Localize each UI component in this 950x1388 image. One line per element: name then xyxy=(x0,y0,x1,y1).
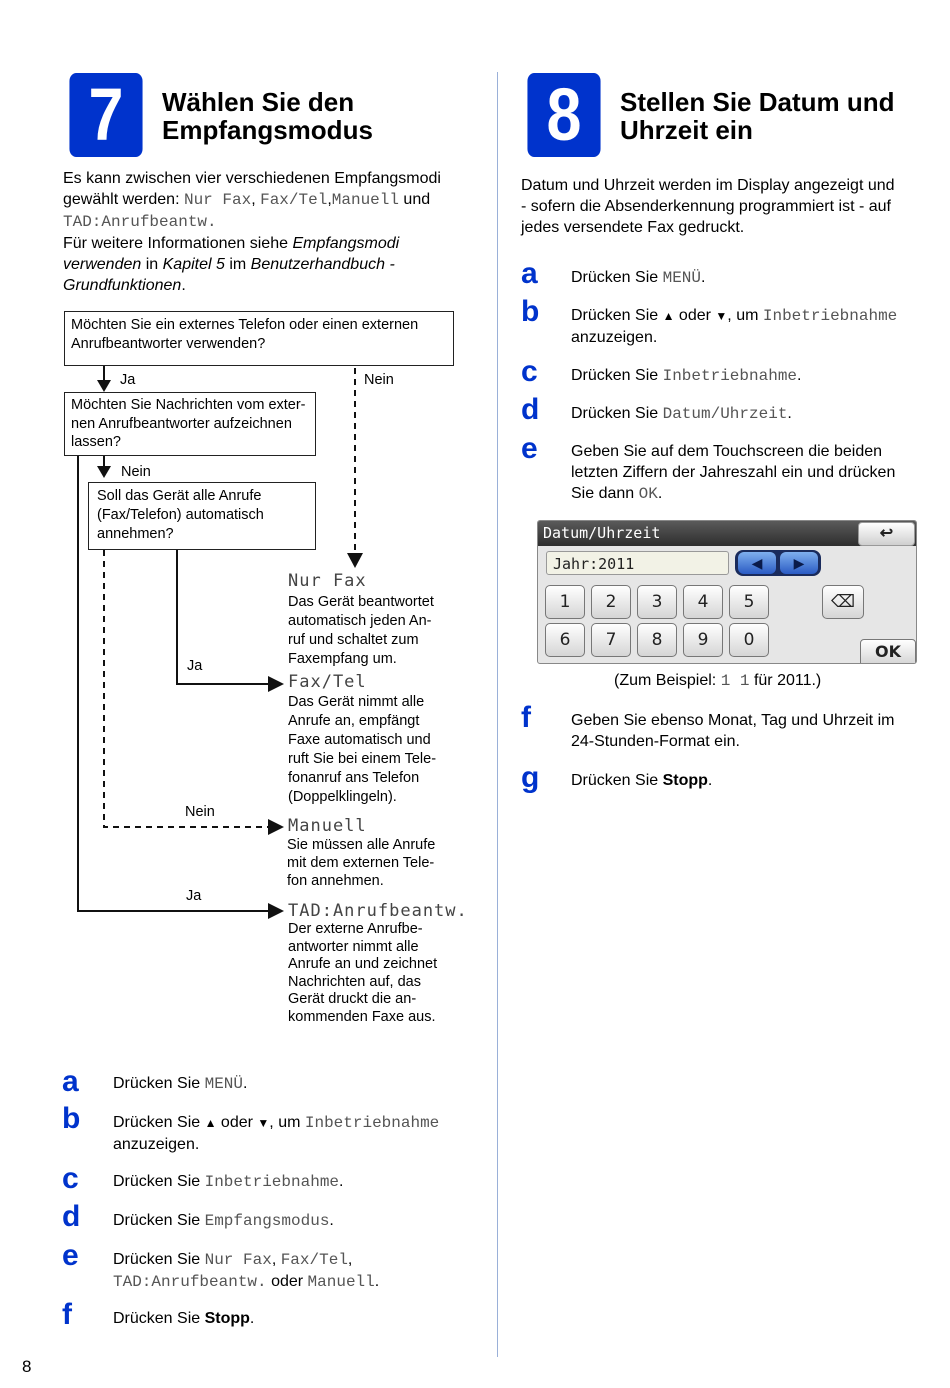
step-letter: e xyxy=(62,1239,79,1272)
step-text: Drücken Sie Inbetriebnahme. xyxy=(571,367,802,385)
label-nein: Nein xyxy=(185,804,215,820)
label-ja: Ja xyxy=(186,888,202,904)
left-arrow-icon: ◀ xyxy=(751,555,763,571)
section-8-title xyxy=(620,88,895,144)
step-text: Drücken Sie Empfangsmodus. xyxy=(113,1212,334,1230)
key-7[interactable]: 7 xyxy=(591,623,631,657)
step-letter: d xyxy=(521,393,540,426)
step-letter: g xyxy=(521,761,540,794)
step-text: Drücken Sie Nur Fax, Fax/Tel, TAD:Anrufbeantw. oder Manuell. xyxy=(113,1251,380,1291)
intro-line: Es kann zwischen vier verschiedenen Empfangsmodi xyxy=(63,170,441,187)
step-letter: f xyxy=(521,701,531,734)
key-1[interactable]: 1 xyxy=(545,585,585,619)
key-2[interactable]: 2 xyxy=(591,585,631,619)
right-arrow-button[interactable] xyxy=(780,552,818,574)
screen-caption: (Zum Beispiel: 1 1 für 2011.) xyxy=(614,672,822,690)
step-letter: b xyxy=(62,1102,81,1135)
ok-button[interactable]: OK xyxy=(860,639,916,664)
key-5[interactable]: 5 xyxy=(729,585,769,619)
column-divider xyxy=(497,72,498,1357)
intro-line: Datum und Uhrzeit werden im Display angezeigt und xyxy=(521,177,895,194)
step-letter: b xyxy=(521,295,540,328)
down-arrow-icon: ▼ xyxy=(257,1116,270,1130)
title-line: Uhrzeit ein xyxy=(620,115,753,145)
label-nein: Nein xyxy=(364,372,394,388)
question-box-1: Möchten Sie ein externes Telefon oder einen externen Anrufbeantworter verwenden? xyxy=(64,311,454,366)
screen-title: Datum/Uhrzeit xyxy=(543,524,661,542)
step-text: Geben Sie ebenso Monat, Tag und Uhrzeit im 24-Stunden-Format ein. xyxy=(571,712,895,750)
section-8-intro xyxy=(521,175,941,238)
title-line: Empfangsmodus xyxy=(162,115,373,145)
backspace-icon: ⌫ xyxy=(830,592,856,612)
intro-line: - sofern die Absenderkennung programmiert ist - auf xyxy=(521,198,891,215)
step-letter: a xyxy=(62,1065,79,1098)
step-text: Drücken Sie Inbetriebnahme. xyxy=(113,1173,344,1191)
touchscreen-illustration xyxy=(537,520,917,664)
result-tad-title: TAD:Anrufbeantw. xyxy=(288,901,468,921)
question-box-3: Soll das Gerät alle Anrufe (Fax/Telefon) automatisch annehmen? xyxy=(88,482,316,550)
backspace-button[interactable] xyxy=(822,585,864,619)
step-text: Drücken Sie Stopp. xyxy=(113,1310,255,1327)
result-manuell-text: Sie müssen alle Anrufe mit dem externen Tele-fon annehmen. xyxy=(287,837,436,889)
intro-line: jedes versendete Fax gedruckt. xyxy=(521,219,745,236)
label-ja: Ja xyxy=(120,372,136,388)
result-nur-fax-title: Nur Fax xyxy=(288,571,367,591)
key-4[interactable]: 4 xyxy=(683,585,723,619)
key-6[interactable]: 6 xyxy=(545,623,585,657)
step-text: Geben Sie auf dem Touchscreen die beiden letzten Ziffern der Jahreszahl ein und drücken Sie dann OK. xyxy=(571,443,896,503)
step-letter: c xyxy=(521,355,538,388)
step-text: Drücken Sie MENÜ. xyxy=(571,269,706,287)
title-line: Wählen Sie den xyxy=(162,87,355,117)
intro-line: gewählt werden: Nur Fax, Fax/Tel,Manuell und xyxy=(63,191,431,209)
step-letter: f xyxy=(62,1298,72,1331)
step-text: Drücken Sie ▲ oder ▼, um Inbetriebnahme anzuzeigen. xyxy=(113,1114,440,1153)
left-arrow-button[interactable] xyxy=(738,552,776,574)
intro-line: Grundfunktionen. xyxy=(63,277,186,294)
step-text: Drücken Sie MENÜ. xyxy=(113,1075,248,1093)
up-arrow-icon: ▲ xyxy=(662,309,675,323)
result-fax-tel-title: Fax/Tel xyxy=(288,672,367,692)
step-letter: c xyxy=(62,1162,79,1195)
year-field[interactable]: Jahr:2011 xyxy=(546,551,729,575)
result-tad-text: Der externe Anrufbe-antworter nimmt alle Anrufe an und zeichnet Nachrichten auf, das Gerät druckt die an-kommenden Faxe aus. xyxy=(288,921,438,1025)
label-ja: Ja xyxy=(187,658,203,674)
step-7-badge: 7 xyxy=(69,73,142,157)
title-line: Stellen Sie Datum und xyxy=(620,87,895,117)
step-letter: d xyxy=(62,1200,81,1233)
intro-line: Für weitere Informationen siehe Empfangsmodi xyxy=(63,235,400,252)
result-fax-tel-text: Das Gerät nimmt alle Anrufe an, empfängt Faxe automatisch und ruft Sie bei einem Tele-fonanruf ans Telefon (Doppelklingeln). xyxy=(288,694,437,805)
key-9[interactable]: 9 xyxy=(683,623,723,657)
intro-line: verwenden in Kapitel 5 im Benutzerhandbuch - xyxy=(63,256,395,273)
down-arrow-icon: ▼ xyxy=(715,309,728,323)
result-manuell-title: Manuell xyxy=(288,816,367,836)
key-8[interactable]: 8 xyxy=(637,623,677,657)
result-nur-fax-text: Das Gerät beantwortet automatisch jeden An-ruf und schaltet zum Faxempfang um. xyxy=(288,594,434,667)
step-letter: e xyxy=(521,432,538,465)
back-button[interactable] xyxy=(858,522,915,546)
page-number: 8 xyxy=(22,1357,32,1376)
step-8-badge: 8 xyxy=(527,73,600,157)
key-0[interactable]: 0 xyxy=(729,623,769,657)
step-text: Drücken Sie Datum/Uhrzeit. xyxy=(571,405,792,423)
step-text: Drücken Sie ▲ oder ▼, um Inbetriebnahme anzuzeigen. xyxy=(571,307,898,346)
label-nein: Nein xyxy=(121,464,151,480)
question-box-2: Möchten Sie Nachrichten vom exter-nen Anrufbeantworter aufzeichnen lassen? xyxy=(64,392,316,456)
intro-line: TAD:Anrufbeantw. xyxy=(63,213,217,231)
step-text: Drücken Sie Stopp. xyxy=(571,772,713,789)
step-letter: a xyxy=(521,257,538,290)
back-arrow-icon: ↩ xyxy=(879,525,894,542)
key-3[interactable]: 3 xyxy=(637,585,677,619)
right-arrow-icon: ▶ xyxy=(793,555,805,571)
up-arrow-icon: ▲ xyxy=(204,1116,217,1130)
